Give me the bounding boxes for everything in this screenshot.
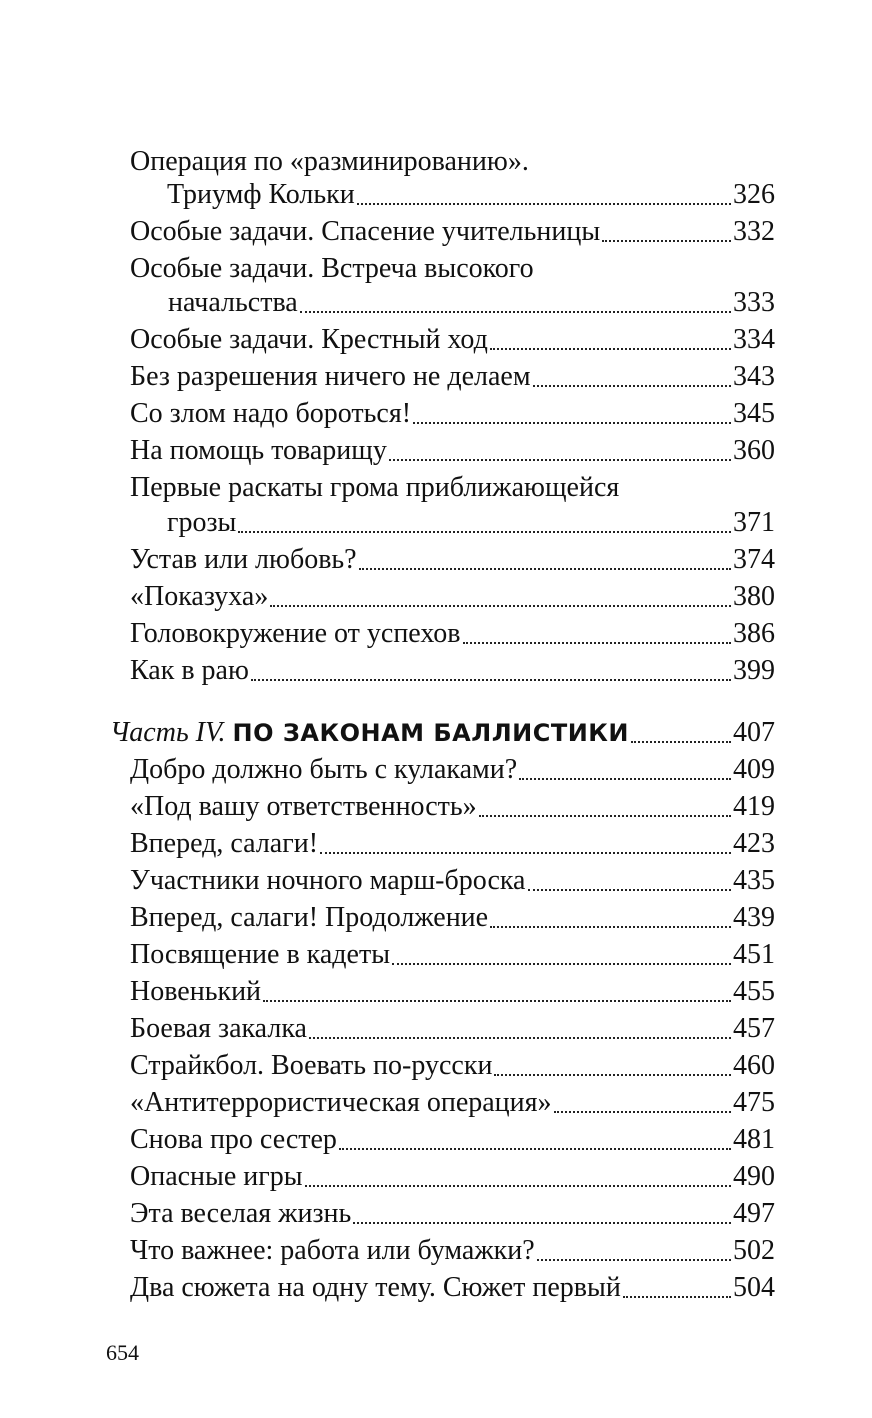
toc-entry-title-line1: Операция по «разминированию». — [130, 146, 529, 177]
toc-entry[interactable] — [130, 578, 775, 616]
toc-entry-title: Особые задачи. Спасение учительницы — [130, 216, 601, 247]
toc-entry-title-line1: Особые задачи. Встреча высокого — [130, 253, 534, 284]
toc-entry[interactable] — [130, 432, 775, 470]
toc-entry-title: начальства — [168, 287, 298, 318]
page-number: 654 — [106, 1340, 139, 1365]
toc-entry[interactable] — [130, 973, 775, 1011]
toc-entry-title: Эта веселая жизнь — [130, 1198, 352, 1229]
toc-entry-title: Участники ночного марш-броска — [130, 865, 526, 896]
toc-entry-page: 423 — [733, 828, 775, 859]
toc-entry[interactable] — [130, 936, 775, 974]
toc-entry-title: Как в раю — [130, 655, 249, 686]
toc-entry-title: Головокружение от успехов — [130, 618, 461, 649]
dot-leader — [251, 679, 731, 681]
toc-entry[interactable] — [130, 541, 775, 579]
dot-leader — [339, 1148, 731, 1150]
dot-leader — [519, 778, 731, 780]
dot-leader — [528, 889, 732, 891]
toc-entry-title: Со злом надо бороться! — [130, 398, 412, 429]
dot-leader — [357, 203, 731, 205]
toc-entry-page: 360 — [733, 435, 775, 466]
part-label: Часть IV. — [110, 717, 226, 748]
toc-entry-title: Особые задачи. Крестный ход — [130, 324, 488, 355]
dot-leader — [359, 568, 731, 570]
toc-entry-title: Добро должно быть с кулаками? — [130, 754, 518, 785]
toc-entry-title: «Показуха» — [130, 581, 269, 612]
dot-leader — [533, 385, 731, 387]
toc-entry[interactable] — [130, 1084, 775, 1122]
dot-leader — [320, 852, 731, 854]
toc-entry-title: «Под вашу ответственность» — [130, 791, 477, 822]
toc-entry[interactable] — [130, 321, 775, 359]
dot-leader — [270, 605, 731, 607]
toc-entry[interactable] — [167, 176, 775, 214]
dot-leader — [479, 815, 731, 817]
dot-leader — [300, 311, 731, 313]
toc-entry-page: 455 — [733, 976, 775, 1007]
dot-leader — [602, 240, 731, 242]
toc-entry[interactable] — [130, 395, 775, 433]
toc-entry-title: Страйкбол. Воевать по-русски — [130, 1050, 493, 1081]
dot-leader — [392, 963, 731, 965]
dot-leader — [263, 1000, 731, 1002]
toc-entry[interactable] — [130, 358, 775, 396]
dot-leader — [554, 1111, 731, 1113]
toc-entry-page: 439 — [733, 902, 775, 933]
toc-entry-title: Два сюжета на одну тему. Сюжет первый — [130, 1272, 621, 1303]
toc-entry-title: Без разрешения ничего не делаем — [130, 361, 531, 392]
toc-entry-page: 407 — [733, 717, 775, 748]
toc-entry-page: 460 — [733, 1050, 775, 1081]
toc-entry-page: 457 — [733, 1013, 775, 1044]
toc-entry-page: 343 — [733, 361, 775, 392]
dot-leader — [490, 926, 731, 928]
toc-entry-page: 497 — [733, 1198, 775, 1229]
toc-entry-title: Вперед, салаги! — [130, 828, 319, 859]
dot-leader — [463, 642, 731, 644]
toc-entry[interactable] — [130, 1269, 775, 1307]
toc-entry-page: 399 — [733, 655, 775, 686]
toc-entry-title: «Антитеррористическая операция» — [130, 1087, 552, 1118]
toc-entry-title-line1: Первые раскаты грома приближающейся — [130, 472, 620, 503]
toc-entry-page: 481 — [733, 1124, 775, 1155]
dot-leader — [494, 1074, 731, 1076]
toc-entry-page: 326 — [733, 179, 775, 210]
toc-entry[interactable] — [130, 1158, 775, 1196]
toc-entry-title: Новенький — [130, 976, 262, 1007]
dot-leader — [353, 1222, 731, 1224]
toc-entry-page: 371 — [733, 507, 775, 538]
toc-entry-page: 345 — [733, 398, 775, 429]
toc-entry[interactable] — [130, 788, 775, 826]
toc-entry-title: Триумф Кольки — [167, 179, 355, 210]
toc-part-heading[interactable] — [110, 714, 775, 752]
toc-entry-page: 409 — [733, 754, 775, 785]
toc-entry-page: 332 — [733, 216, 775, 247]
toc-entry-page: 435 — [733, 865, 775, 896]
toc-entry-title: Боевая закалка — [130, 1013, 307, 1044]
toc-entry[interactable] — [130, 1121, 775, 1159]
toc-entry[interactable] — [130, 751, 775, 789]
dot-leader — [238, 531, 731, 533]
toc-entry-title: Устав или любовь? — [130, 544, 357, 575]
toc-entry[interactable] — [130, 1047, 775, 1085]
toc-entry-page: 333 — [733, 287, 775, 318]
toc-entry[interactable] — [167, 504, 775, 542]
toc-entry-title: Снова про сестер — [130, 1124, 337, 1155]
toc-entry[interactable] — [130, 1195, 775, 1233]
dot-leader — [537, 1259, 731, 1261]
toc-entry-page: 490 — [733, 1161, 775, 1192]
toc-entry-page: 334 — [733, 324, 775, 355]
toc-entry-page: 502 — [733, 1235, 775, 1266]
toc-entry-title: Вперед, салаги! Продолжение — [130, 902, 489, 933]
toc-entry-page: 451 — [733, 939, 775, 970]
toc-entry[interactable] — [130, 862, 775, 900]
toc-entry-page: 380 — [733, 581, 775, 612]
toc-entry[interactable] — [130, 1232, 775, 1270]
dot-leader — [631, 741, 731, 743]
toc-entry[interactable] — [130, 652, 775, 690]
toc-entry[interactable] — [130, 213, 775, 251]
toc-entry-title: Что важнее: работа или бумажки? — [130, 1235, 535, 1266]
toc-entry-page: 374 — [733, 544, 775, 575]
toc-entry-page: 386 — [733, 618, 775, 649]
toc-entry[interactable] — [130, 825, 775, 863]
dot-leader — [413, 422, 731, 424]
dot-leader — [305, 1185, 731, 1187]
part-name: ПО ЗАКОНАМ БАЛЛИСТИКИ — [232, 719, 629, 747]
dot-leader — [623, 1296, 731, 1298]
toc-entry[interactable] — [168, 284, 775, 322]
part-heading-text — [110, 714, 629, 752]
toc-entry[interactable] — [130, 899, 775, 937]
toc-entry-title: Опасные игры — [130, 1161, 303, 1192]
dot-leader — [490, 348, 731, 350]
toc-entry[interactable] — [130, 615, 775, 653]
toc-entry-title: Посвящение в кадеты — [130, 939, 391, 970]
dot-leader — [389, 459, 731, 461]
toc-entry[interactable] — [130, 1010, 775, 1048]
toc-entry-page: 419 — [733, 791, 775, 822]
dot-leader — [309, 1037, 731, 1039]
toc-entry-title: грозы — [167, 507, 237, 538]
toc-entry-title: На помощь товарищу — [130, 435, 387, 466]
toc-entry-page: 504 — [733, 1272, 775, 1303]
toc-entry-page: 475 — [733, 1087, 775, 1118]
